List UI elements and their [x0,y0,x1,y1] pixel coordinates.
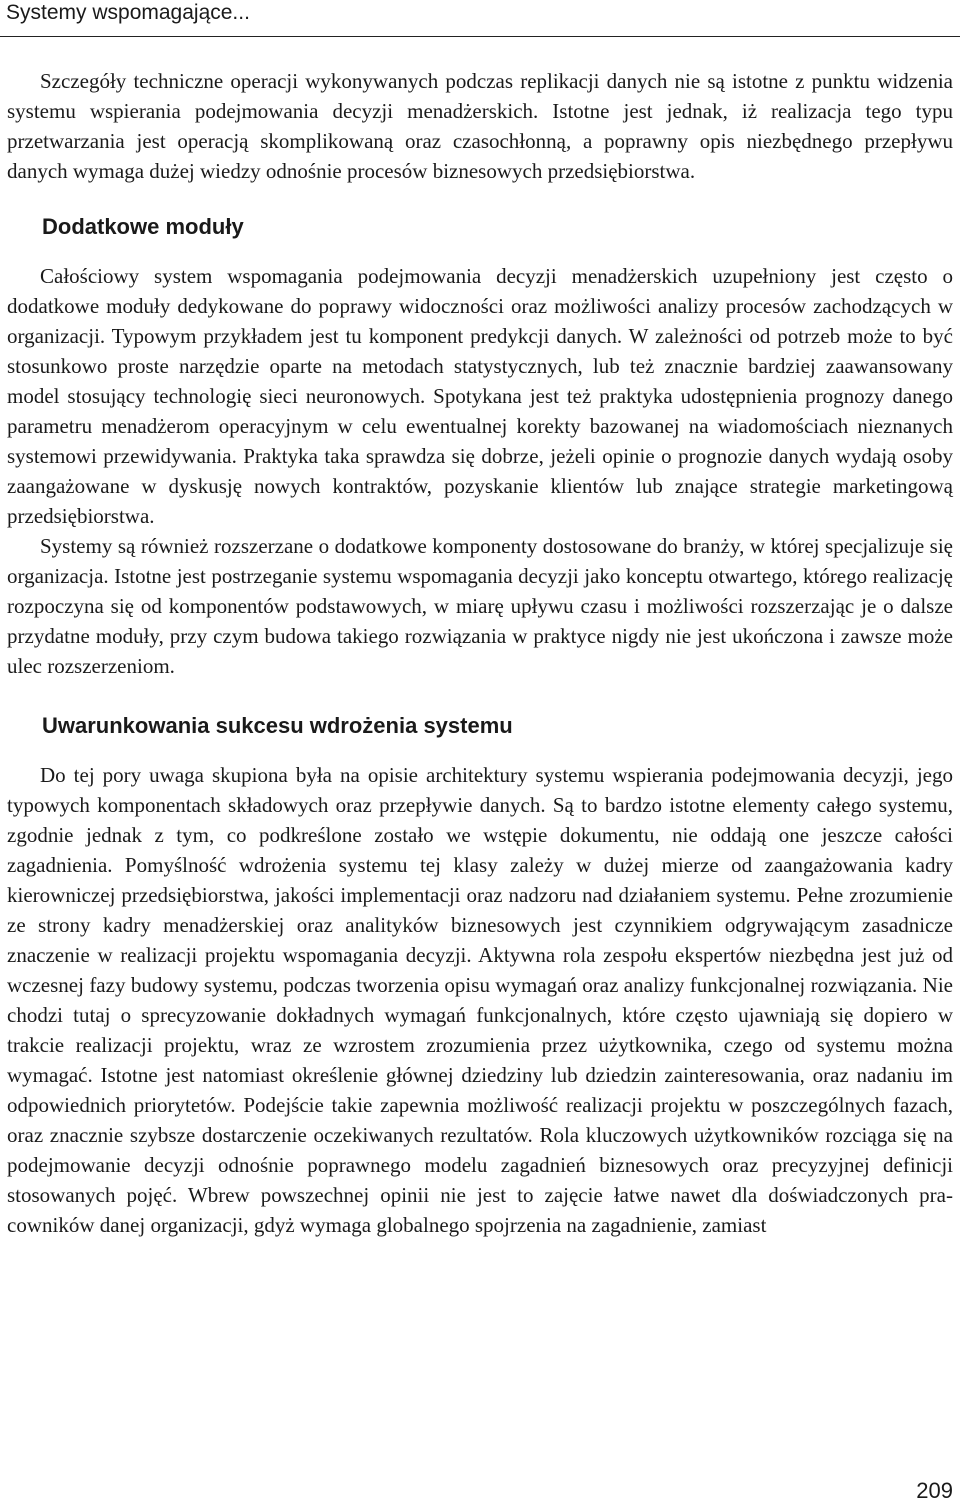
section-heading-additional-modules: Dodatkowe moduły [42,214,244,239]
running-header [0,0,960,40]
section-heading-success-conditions: Uwarunkowania sukcesu wdrożenia systemu [42,713,513,738]
paragraph-industry-extensions: Systemy są również rozszerzane o dodatkowe komponenty dostosowane do branży, w której specjalizuje się organizacja. Istotne jest postrzeganie systemu wspomagania decyzji jako konceptu otwartego, którego realizację rozpoczyna się od komponentów podstawowych, w miarę upływu czasu i możliwości rozszerzając je o dalsze przydatne moduły, przy czym budowa takiego rozwiązania w praktyce nigdy nie jest ukończona i zawsze może ulec rozszerzeniom. [7,534,953,678]
paragraph-additional-modules: Całościowy system wspomagania podejmowania decyzji menadżerskich uzupełniony jest często o dodatkowe moduły dedykowane do poprawy widoczności oraz możliwości analizy procesów zachodzących w organizacji. Typowym przykładem jest tu komponent predykcji danych. W zależności od potrzeb może to być stosunkowo proste narzędzie oparte na metodach statystycznych, lub też znacznie bardziej zaawansowany model stosujący technologię sieci neuronowych. Spotykana jest też praktyka udostępnienia prognozy danego parametru menadżerom operacyjnym w celu ewentualnej korekty bazowanej na wiadomościach nieznanych systemowi przewidywania. Praktyka taka sprawdza się dobrze, jeżeli opinie o prognozie danych wydają osoby zaangażowane w dyskusję nowych kontraktów, pozyskanie klientów lub znające strategie marketingową przedsiębiorstwa. [7,264,953,528]
running-header-title: Systemy wspomagające... [6,1,250,24]
paragraph-replication: Szczegóły techniczne operacji wykonywanych podczas replikacji danych nie są istotne z punktu widzenia systemu wspierania podejmowania decyzji menadżerskich. Istotne jest jednak, iż realizacja tego typu przetwarzania jest operacją skomplikowaną oraz czasochłonną, a poprawny opis niezbędnego przepływu danych wymaga dużej wiedzy odnośnie procesów biznesowych przedsiębiorstwa. [7,69,953,183]
header-divider [0,36,960,37]
page-number: 209 [916,1478,953,1503]
paragraph-success-conditions: Do tej pory uwaga skupiona była na opisie architektury systemu wspierania podejmowania decyzji, jego typowych komponentach składowych oraz przepływie danych. Są to bardzo istotne elementy całego systemu, zgodnie jednak z tym, co podkreślone zostało we wstępie dokumentu, nie oddają one jeszcze całości zagadnienia. Pomyślność wdrożenia systemu tej klasy zależy w dużej mierze od zaangażowania kadry kierowniczej przedsiębiorstwa, jakości implementacji oraz nadzoru nad działaniem systemu. Pełne zrozumienie ze strony kadry menadżerskiej oraz analityków biznesowych jest czynnikiem odgrywającym zasadnicze znaczenie w realizacji projektu wspomagania decyzji. Aktywna rola zespołu ekspertów niezbędna jest już od wczesnej fazy budowy systemu, podczas tworzenia opisu wymagań oraz analizy funkcjonalnej rozwiązania. Nie chodzi tutaj o sprecyzowanie dokładnych wymagań funkcjonalnych, które często ujawniają się dopiero w trakcie realizacji projektu, wraz ze wzrostem zrozumienia przez użytkownika, czego od systemu można wymagać. Istotne jest natomiast określenie głównej dziedziny lub dziedzin zainteresowania, oraz nadaniu im odpowiednich priorytetów. Podejście takie zapewnia możliwość realizacji projektu w poszczególnych fazach, oraz znacznie szybsze dostarczenie oczekiwanych rezultatów. Rola kluczowych użytkowników rozciąga się na podejmowanie decyzji odnośnie poprawnego modelu zagadnień biznesowych oraz precyzyjnej definicji stosowanych pojęć. Wbrew powszechnej opinii nie jest to zajęcie łatwe nawet dla doświadczonych pracowników danej organizacji, gdyż wymaga globalnego spojrzenia na zagadnienie, zamiast [7,763,953,1237]
page-body [7,66,953,1240]
